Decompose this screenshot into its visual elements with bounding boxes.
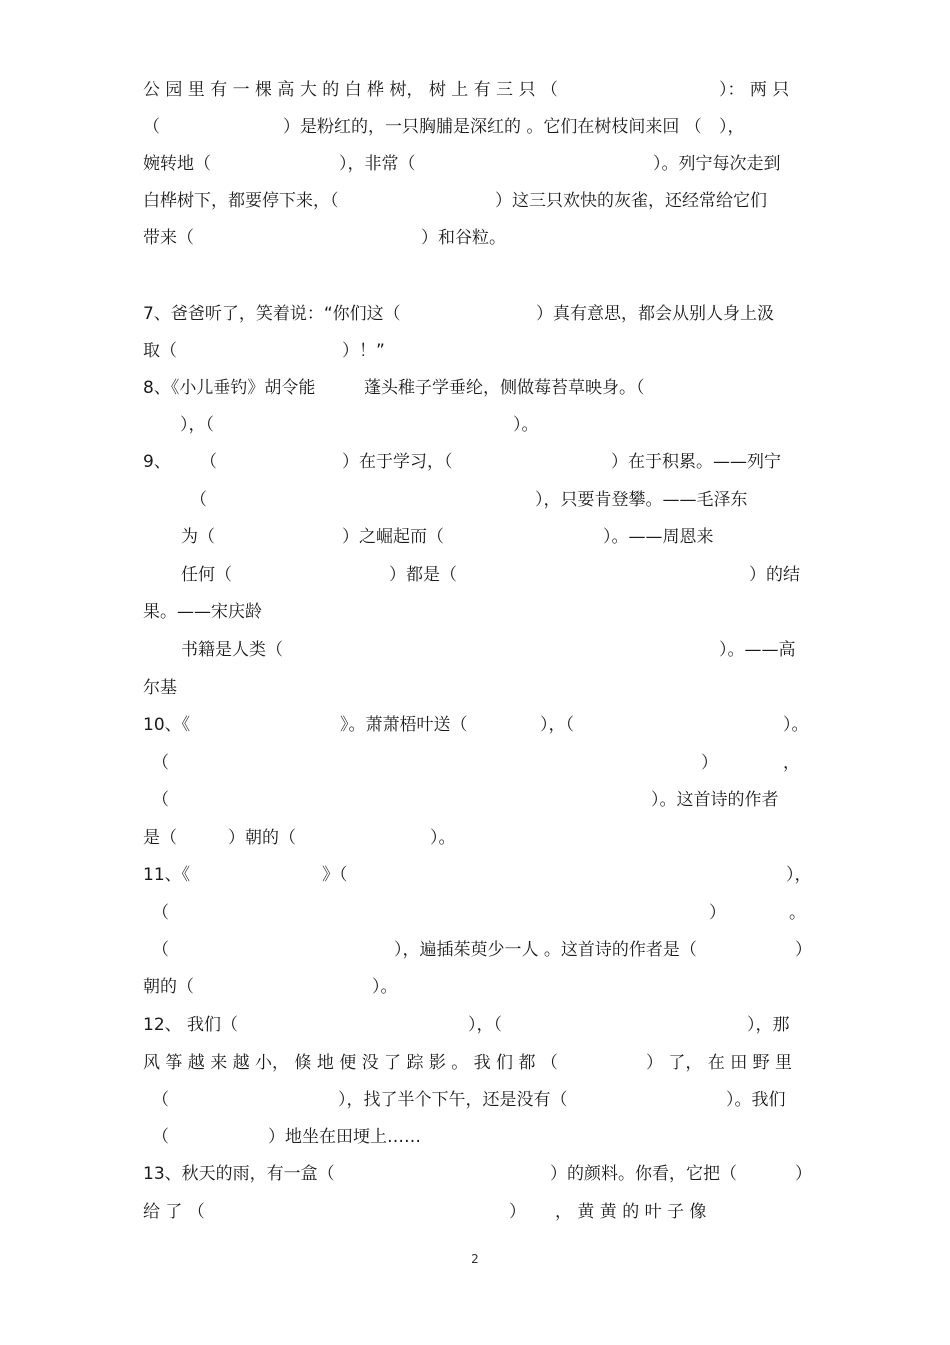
text-segment: ）。: [430, 828, 456, 848]
text-segment: ），那: [747, 1015, 790, 1035]
text-segment: 10、《: [143, 715, 191, 735]
text-segment: ），（: [180, 415, 214, 435]
text-segment: 是（: [143, 828, 177, 848]
text-segment: ）: [701, 753, 718, 773]
text-segment: ，: [783, 753, 800, 773]
text-segment: 取（: [143, 341, 177, 361]
text-segment: ）都是（: [389, 565, 457, 585]
text-segment: 风 筝 越 来 越 小， 倏 地 便 没 了 踪 影 。 我 们 都 （: [143, 1053, 558, 1073]
text-segment: ）这三只欢快的灰雀，还经常给它们: [495, 191, 767, 211]
text-segment: ），（: [540, 715, 574, 735]
text-segment: ）。: [372, 977, 398, 997]
text-segment: ），: [719, 117, 745, 137]
text-segment: 婉转地（: [143, 154, 211, 174]
text-segment: ）: [509, 1202, 526, 1222]
text-segment: 》。萧萧梧叶送（: [340, 715, 468, 735]
text-segment: 带来（: [143, 228, 194, 248]
text-segment: （: [200, 452, 217, 472]
text-segment: 蓬头稚子学垂纶，侧做莓苔草映身。（: [364, 378, 645, 398]
text-segment: ）之崛起而（: [342, 527, 444, 547]
text-segment: ）的颜料。你看，它把（: [550, 1164, 737, 1184]
text-segment: ）和谷粒。: [421, 228, 506, 248]
text-segment: （: [152, 753, 169, 773]
text-segment: 公 园 里 有 一 棵 高 大 的 白 桦 树， 树 上 有 三 只 （: [143, 80, 558, 100]
text-segment: ）在于学习，（: [342, 452, 453, 472]
text-segment: 书籍是人类（: [181, 640, 283, 660]
text-segment: ），找了半个下午，还是没有（: [338, 1090, 568, 1110]
page-number: 2: [471, 1252, 479, 1266]
text-segment: （: [152, 1090, 169, 1110]
text-segment: ）。: [513, 415, 539, 435]
text-segment: 为（: [181, 527, 215, 547]
text-segment: ）。——周恩来: [603, 527, 714, 547]
text-segment: ），遍插茱萸少一人 。这首诗的作者是（: [394, 940, 697, 960]
text-segment: ）。——高: [719, 640, 796, 660]
text-segment: ）朝的（: [228, 828, 296, 848]
text-segment: ），只要肯登攀。——毛泽东: [535, 490, 748, 510]
text-segment: ）: [795, 1164, 812, 1184]
text-segment: 7、爸爸听了，笑着说：“你们这（: [143, 304, 401, 324]
text-segment: （: [152, 790, 169, 810]
text-segment: （: [152, 903, 169, 923]
text-segment: （: [152, 940, 169, 960]
text-segment: ）真有意思，都会从别人身上汲: [536, 304, 774, 324]
text-segment: ）: [709, 903, 726, 923]
text-segment: （: [143, 117, 160, 137]
text-segment: ），（: [468, 1015, 502, 1035]
text-segment: ）： 两 只: [719, 80, 790, 100]
text-segment: ）。列宁每次走到: [653, 154, 781, 174]
text-segment: 白桦树下，都要停下来，（: [143, 191, 339, 211]
text-segment: ）地坐在田埂上……: [268, 1127, 421, 1147]
text-segment: 9、: [143, 452, 171, 472]
text-segment: 8、《小儿垂钓》胡令能: [143, 378, 316, 398]
text-segment: ）: [795, 940, 812, 960]
text-segment: ）。我们: [726, 1090, 786, 1110]
text-segment: 12、 我们（: [143, 1015, 239, 1035]
text-segment: 尔基: [143, 678, 177, 698]
text-segment: 果。——宋庆龄: [143, 602, 262, 622]
text-segment: ）。这首诗的作者: [651, 790, 779, 810]
text-segment: 。: [789, 903, 806, 923]
text-segment: ， 黄 黄 的 叶 子 像: [555, 1202, 707, 1222]
text-segment: （: [152, 1127, 169, 1147]
text-segment: （: [190, 490, 207, 510]
text-segment: ） 了， 在 田 野 里: [646, 1053, 793, 1073]
text-segment: ）。: [783, 715, 809, 735]
text-segment: ），: [786, 865, 812, 885]
text-segment: 朝的（: [143, 977, 194, 997]
text-segment: ），非常（: [339, 154, 416, 174]
text-segment: ）是粉红的，一只胸脯是深红的 。它们在树枝间来回 （: [283, 117, 702, 137]
text-segment: 给 了 （: [143, 1202, 205, 1222]
text-segment: 任何（: [181, 565, 232, 585]
text-segment: ）的结: [749, 565, 800, 585]
text-segment: ）在于积累。——列宁: [611, 452, 781, 472]
text-segment: 11、《: [143, 865, 191, 885]
text-segment: ）！”: [342, 341, 385, 361]
text-segment: 》（: [322, 865, 348, 885]
text-segment: 13、秋天的雨，有一盒（: [143, 1164, 335, 1184]
